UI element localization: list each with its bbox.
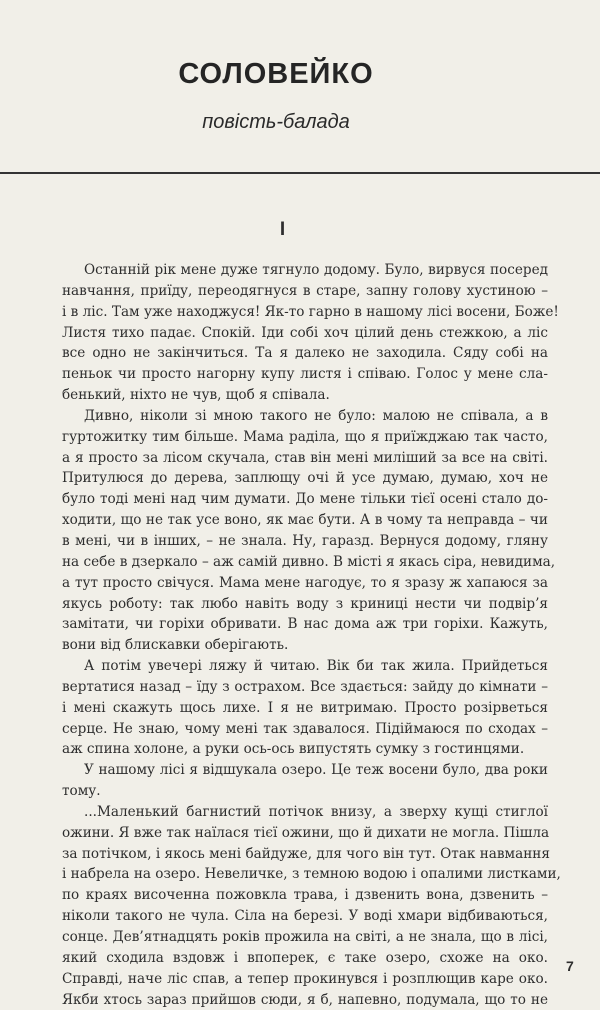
text-line: Якби хтось зараз прийшов сюди, я б, напевно, подумала, що то не [62,991,548,1008]
text-line: гуртожитку тим більше. Мама раділа, що я приїжджаю так часто, [62,428,548,445]
text-line: У нашому лісі я відшукала озеро. Це теж восени було, два роки [84,762,548,779]
text-line: а я просто за лісом скучала, став він мені миліший за все на світі. [62,449,548,466]
text-line: бенький, ніхто не чув, щоб я співала. [62,387,330,404]
text-line: ніколи такого не чула. Сіла на березі. У воді хмари відбиваються, [62,908,548,925]
text-line: Останній рік мене дуже тягнуло додому. Було, вирвуся посеред [84,262,548,278]
text-line: тому. [62,783,101,800]
text-line: сонце. Дев’ятнадцять років прожила на світі, а не знала, що в лісі, [62,929,548,945]
body-text [62,260,561,1010]
text-line: і мені скажуть щось лихе. І я не витримаю. Просто розірветься [62,699,548,716]
text-line: і набрела на озеро. Невеличке, з темною водою і опалими листками, [62,866,561,883]
text-line: в мені, чи в інших, – не знала. Ну, гаразд. Вернуся додому, гляну [62,532,548,549]
paragraph [62,260,559,406]
text-line: за потічком, і якось мені байдуже, для чого він тут. Отак навмання [62,845,550,862]
text-line: вони від блискавки оберігають. [62,637,289,654]
story-title: СОЛОВЕЙКО [178,58,374,90]
header-divider [0,172,600,174]
text-line: ...Маленький багнистий потічок внизу, а зверху кущі стиглої [84,803,548,820]
text-line: Притулюся до дерева, заплющу очі й усе думаю, думаю, хоч не [62,470,548,487]
text-line: і в ліс. Там уже находжуся! Як-то гарно в нашому лісі восени, Боже! [62,303,559,320]
text-line: навчання, приїду, переодягнуся в старе, запну голову хустиною – [62,282,548,299]
text-line: Листя тихо падає. Спокій. Іди собі хоч цілий день стежкою, а ліс [62,324,548,341]
text-line: все одно не закінчиться. Та я далеко не заходила. Сяду собі на [62,345,548,362]
text-line: а тут просто свічуся. Мама мене нагодує, то я зразу ж хапаюся за [62,574,548,591]
text-line: А потім увечері ляжу й читаю. Вік би так жила. Прийдеться [84,658,548,675]
paragraph [62,656,548,760]
text-line: Дивно, ніколи зі мною такого не було: малою не співала, а в [84,407,548,424]
text-line: замітати, чи горіхи обривати. В нас дома аж три горіхи. Кажуть, [62,616,548,633]
paragraph [62,802,561,1010]
paragraph [62,760,548,802]
text-line: по краях височенна пожовкла трава, і дзвенить вона, дзвенить – [62,887,548,904]
chapter-number: I [279,219,286,240]
page-number: 7 [566,958,574,974]
text-line: було тоді мені над чим думати. До мене тільки тієї осені стало до- [62,491,548,508]
text-line: пеньок чи просто нагорну купу листя і співаю. Голос у мене сла- [62,366,548,383]
story-subtitle: повість-балада [202,111,350,133]
text-line: на себе в дзеркало – аж самій дивно. В місті я якась сіра, невидима, [62,553,556,570]
text-line: якусь роботу: так любо навіть воду з криниці нести чи подвір’я [62,595,548,612]
text-line: серце. Не знаю, чому мені так здавалося. Підіймаюся по сходах – [62,720,548,737]
paragraph [62,406,556,656]
text-line: ходити, що не так усе воно, як має бути. А в чому та неправда – чи [62,512,548,529]
text-line: який сходила вздовж і впоперек, є таке озеро, схоже на око. [62,949,548,966]
text-line: ожини. Я вже так наїлася тієї ожини, що й дихати не могла. Пішла [62,824,550,841]
text-line: вертатися назад – їду з острахом. Все здається: зайду до кімнати – [62,678,548,695]
text-line: аж спина холоне, а руки ось-ось випустять сумку з гостинцями. [62,741,525,758]
text-line: Справді, наче ліс спав, а тепер прокинувся і розплющив каре око. [62,970,548,987]
